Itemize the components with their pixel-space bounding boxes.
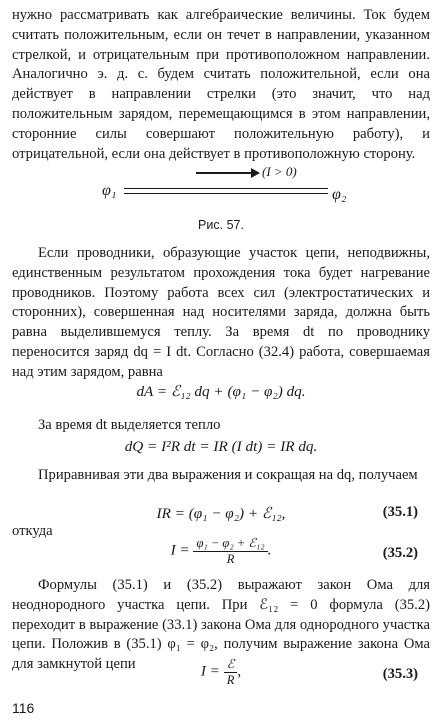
equation-35-3-tail: , xyxy=(237,662,242,680)
page-number: 116 xyxy=(12,700,35,716)
equation-35-2-numerator: φ₁ − φ₂ + ℰ₁₂ xyxy=(193,535,267,552)
phi2-label: φ₂ xyxy=(332,186,347,203)
equation-dQ: dQ = I²R dt = IR (I dt) = IR dq. xyxy=(124,438,318,455)
conductor-segment xyxy=(124,188,328,194)
equation-35-3-denominator: R xyxy=(226,673,235,687)
paragraph-ohm-law: Формулы (35.1) и (35.2) выражают закон Ома для неоднородного участка цепи. При ℰ₁₂ = 0 формула (35.2) переходит в выражение (33.1) закона Ома для однородного участка цепи. Положив в (35.1) φ₁ = φ₂, получим выражение закона Ома для замкнутой цепи xyxy=(12,577,430,673)
equation-35-2-fraction xyxy=(193,535,267,567)
current-label: (I > 0) xyxy=(262,164,297,179)
paragraph-whence: откуда xyxy=(12,523,53,539)
equation-35-3 xyxy=(12,656,430,688)
paragraph-heat: За время dt выделяется тепло xyxy=(38,417,221,433)
equation-35-3-numerator: ℰ xyxy=(224,656,238,673)
equation-35-1-number: (35.1) xyxy=(382,504,418,520)
paragraph-equate: Приравнивая эти два выражения и сокращая на dq, получаем xyxy=(38,467,418,483)
phi1-label: φ₁ xyxy=(102,182,117,199)
equation-35-3-fraction xyxy=(224,656,238,688)
equation-35-3-number: (35.3) xyxy=(382,666,418,682)
equation-35-1-body: IR = (φ₁ − φ₂) + ℰ₁₂, xyxy=(156,505,286,522)
equation-35-2-lhs: I = xyxy=(170,541,190,559)
paragraph-work-heat: Если проводники, образующие участок цепи, неподвижны, единственным результатом прохождения тока будет нагревание проводников. Поэтому работа всех сил (электростатических и сторонних), совершенная над носителями заряда, должна быть равна выделившемуся теплу. За время dt по проводнику переносится заряд dq = I dt. Согласно (32.4) работа, совершаемая над этим зарядом, равна xyxy=(12,245,430,380)
paragraph-sign-convention: нужно рассматривать как алгебраические величины. Ток будем считать положительным, если он течет в направлении, указанном стрелкой, и отрицательным при противоположном направлении. Аналогично э. д. с. будем считать положительной, если она действует в направлении стрелки (это значит, что над положительным зарядом, перемещающимся в этом направлении, сторонние силы совершают положительную работу), и отрицательной, если она действует в противоположную сторону. xyxy=(12,7,430,162)
equation-35-2 xyxy=(12,535,430,567)
equation-35-1 xyxy=(12,504,430,523)
equation-35-2-number: (35.2) xyxy=(382,545,418,561)
figure-caption: Рис. 57. xyxy=(198,218,244,232)
equation-dA: dA = ℰ₁₂ dq + (φ₁ − φ₂) dq. xyxy=(136,383,306,400)
equation-35-3-lhs: I = xyxy=(200,662,220,680)
current-direction-arrow-icon xyxy=(196,172,258,174)
equation-35-2-tail: . xyxy=(267,541,272,559)
figure-57 xyxy=(100,166,360,210)
equation-35-2-denominator: R xyxy=(226,552,235,566)
